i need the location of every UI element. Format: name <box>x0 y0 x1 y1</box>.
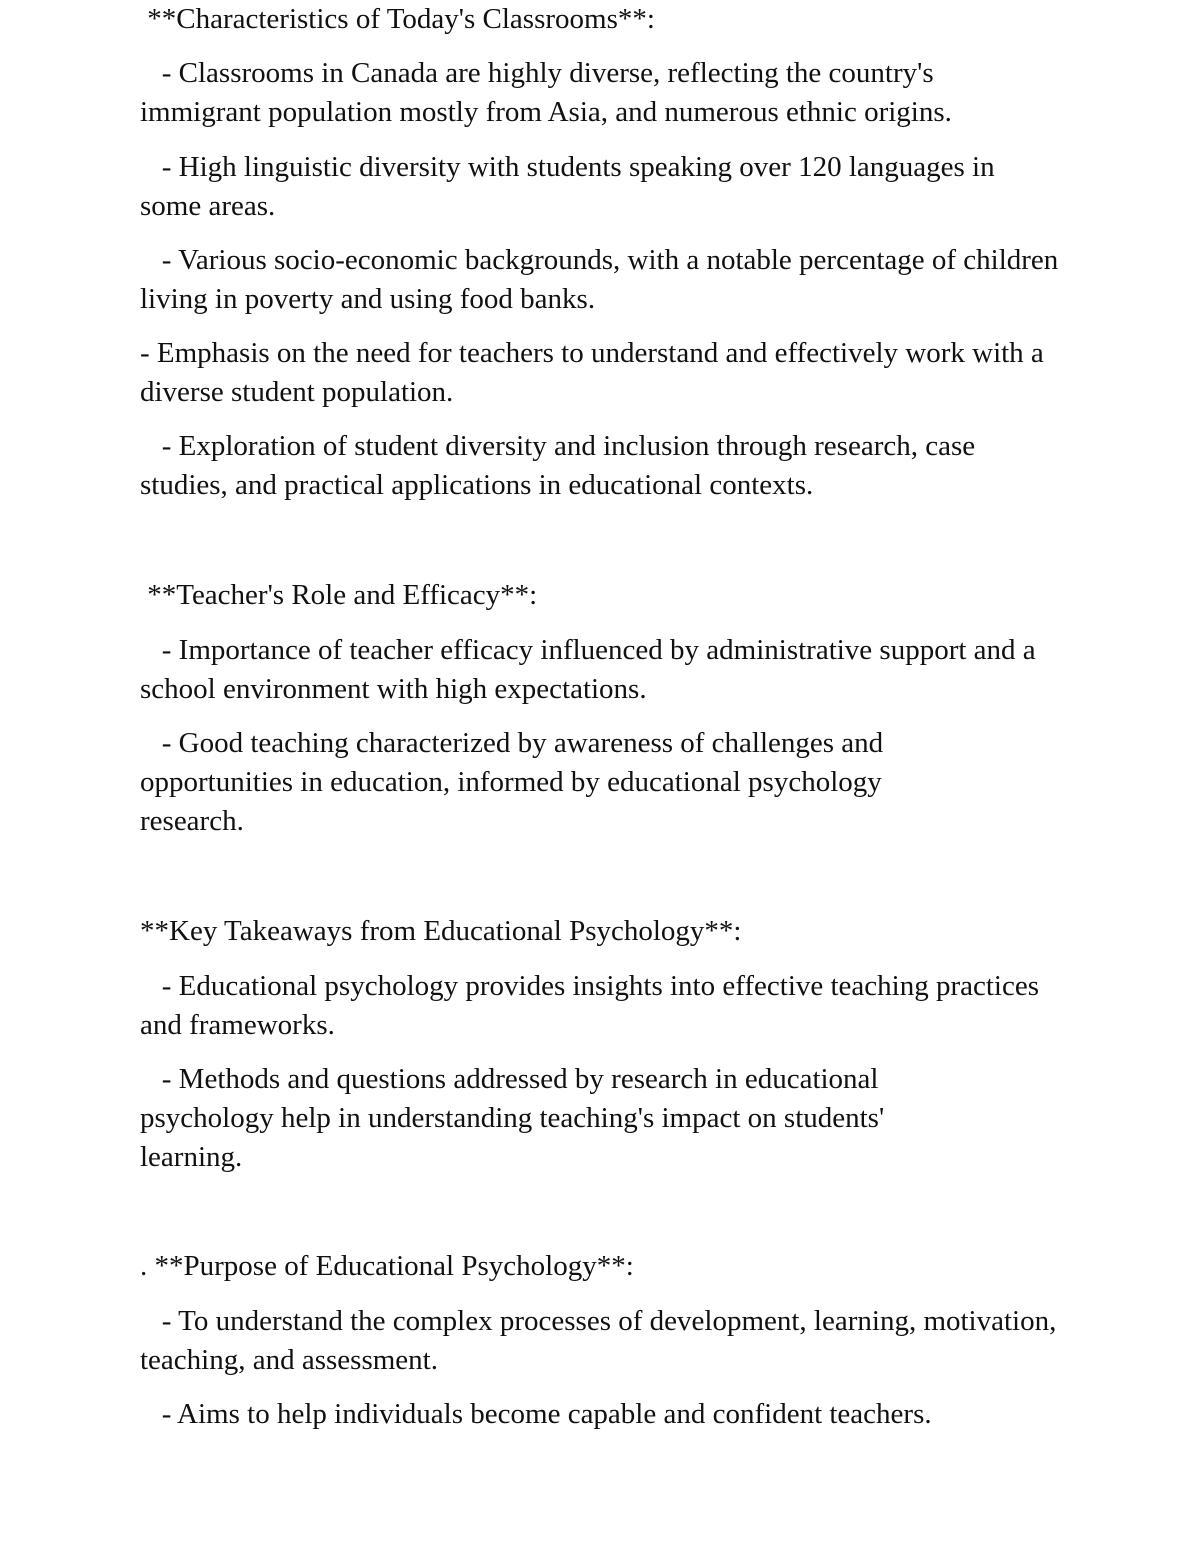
section-heading-key-takeaways: **Key Takeaways from Educational Psychology**: <box>140 915 742 947</box>
paragraph-teacher-efficacy: - Importance of teacher efficacy influenced by administrative support and a school environment with high expectations. <box>140 634 1043 705</box>
paragraph-good-teaching: - Good teaching characterized by awareness of challenges and opportunities in education, informed by educational psychology research. <box>140 727 891 837</box>
paragraph-methods-questions: - Methods and questions addressed by research in educational psychology help in understanding teaching's impact on students' learning. <box>140 1063 892 1173</box>
paragraph-classrooms-diverse: - Classrooms in Canada are highly diverse, reflecting the country's immigrant population mostly from Asia, and numerous ethnic origins. <box>140 57 952 128</box>
paragraph-aims-help: - Aims to help individuals become capable and confident teachers. <box>140 1398 932 1430</box>
paragraph-exploration-diversity: - Exploration of student diversity and inclusion through research, case studies, and practical applications in educational contexts. <box>140 430 983 501</box>
paragraph-understand-processes: - To understand the complex processes of development, learning, motivation, teaching, and assessment. <box>140 1305 1064 1376</box>
section-heading-characteristics: **Characteristics of Today's Classrooms**: <box>140 3 655 35</box>
section-heading-purpose: . **Purpose of Educational Psychology**: <box>140 1250 634 1282</box>
paragraph-socio-economic: - Various socio-economic backgrounds, with a notable percentage of children living in poverty and using food banks. <box>140 244 1066 315</box>
paragraph-insights: - Educational psychology provides insights into effective teaching practices and frameworks. <box>140 970 1047 1041</box>
paragraph-emphasis-teachers: - Emphasis on the need for teachers to understand and effectively work with a diverse student population. <box>140 337 1052 408</box>
section-heading-teacher-role: **Teacher's Role and Efficacy**: <box>140 579 538 611</box>
paragraph-linguistic-diversity: - High linguistic diversity with students speaking over 120 languages in some areas. <box>140 151 1002 222</box>
